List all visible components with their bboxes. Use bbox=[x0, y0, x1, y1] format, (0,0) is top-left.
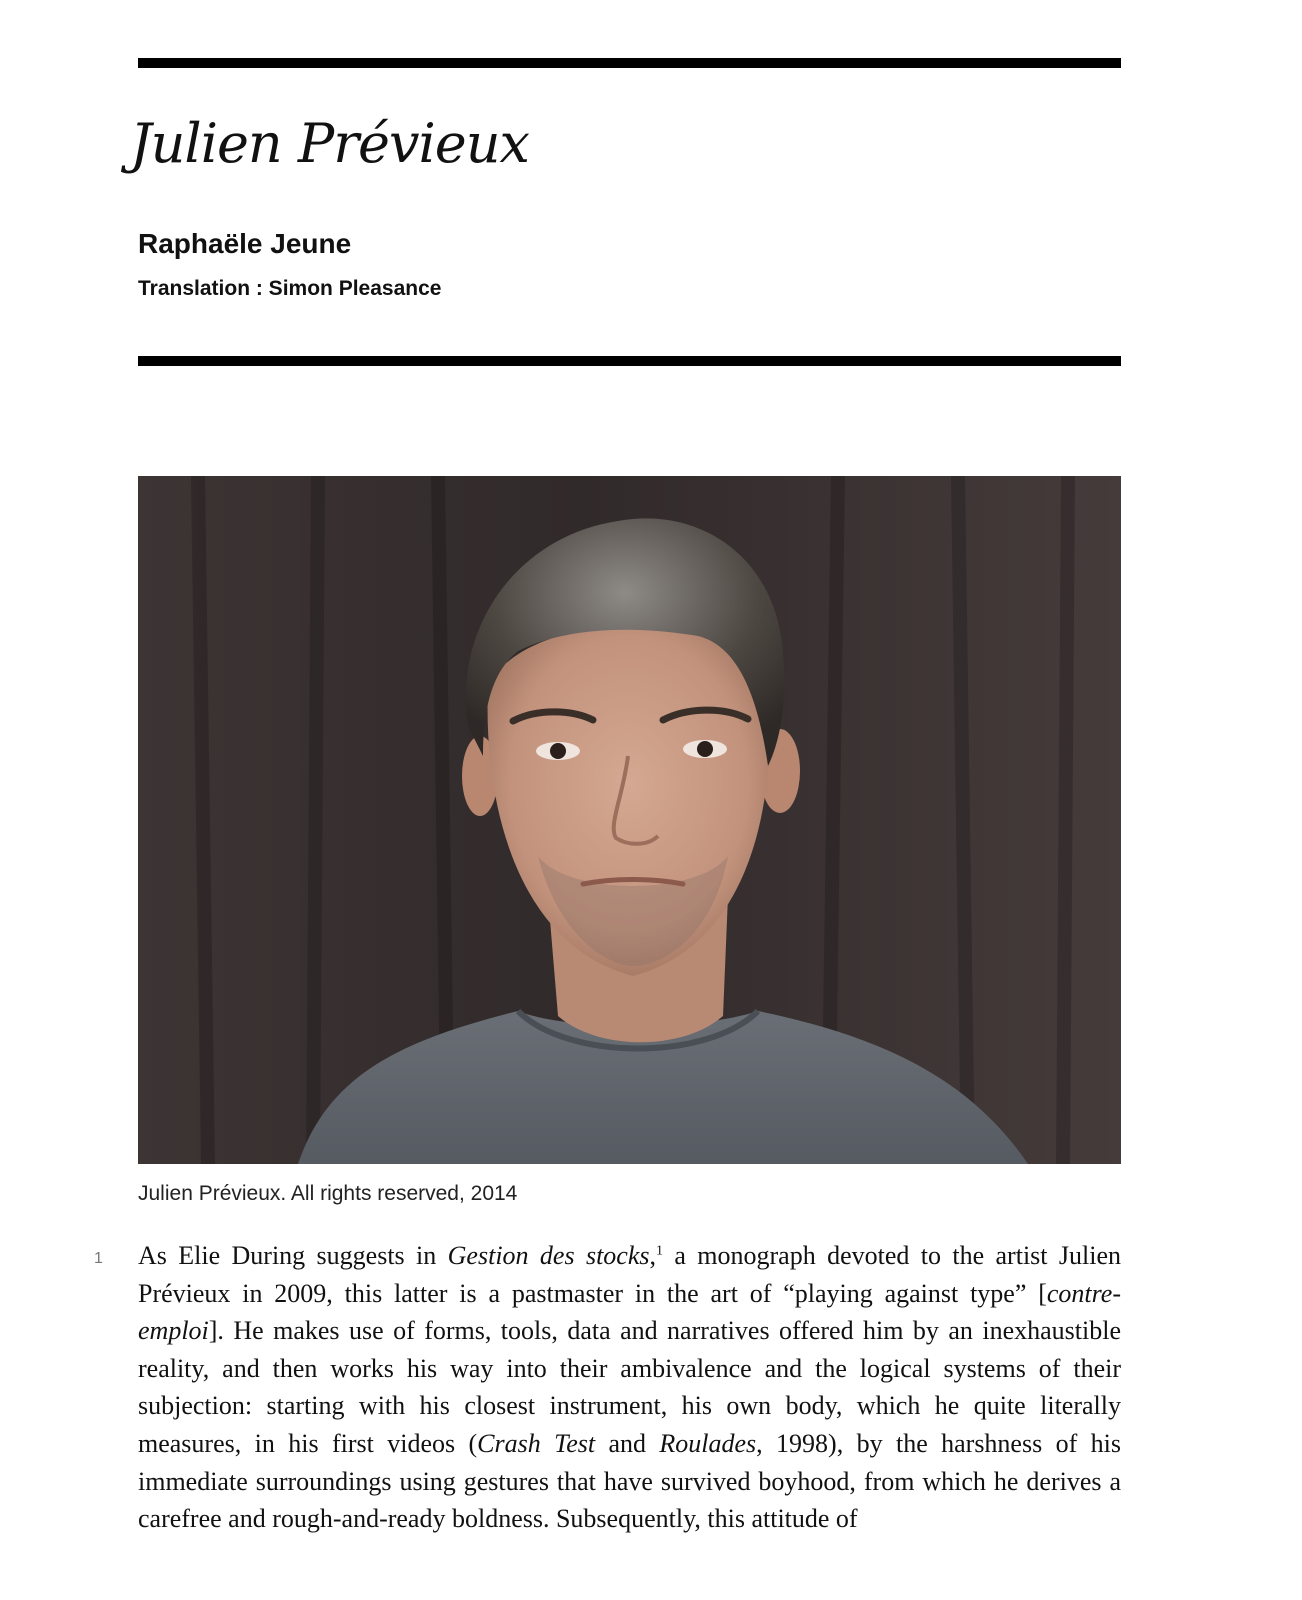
article-author: Raphaële Jeune bbox=[138, 228, 352, 259]
italic-term: contre-emploi bbox=[138, 1278, 1121, 1346]
portrait-figure bbox=[138, 476, 1121, 1164]
paragraph-number: 1 bbox=[94, 1250, 103, 1267]
portrait-photo bbox=[138, 476, 1121, 1164]
paragraph-text: a monograph devoted to the artist Julien Prévieux in 2009, this latter is a pastmaster in the art of “playing against type” [ bbox=[138, 1241, 1121, 1308]
top-rule bbox=[138, 58, 1121, 68]
paragraph-text: , bbox=[649, 1241, 656, 1270]
work-title: Gestion des stocks bbox=[447, 1241, 650, 1270]
body-paragraph bbox=[138, 1237, 1121, 1538]
paragraph-text: , 1998), by the harshness of his immediate surroundings using gestures that have survived boyhood, from which he derives a carefree and rough-and-ready boldness. Subsequently, this attitude of bbox=[138, 1428, 1121, 1534]
article-title: Julien Prévieux bbox=[130, 112, 529, 175]
work-title: Roulades bbox=[659, 1428, 757, 1458]
figure-caption: Julien Prévieux. All rights reserved, 2014 bbox=[138, 1182, 518, 1205]
bottom-rule bbox=[138, 356, 1121, 366]
paragraph-text: As Elie During suggests in bbox=[138, 1241, 448, 1270]
paragraph-text: and bbox=[595, 1428, 660, 1458]
work-title: Crash Test bbox=[477, 1428, 596, 1458]
paragraph-text: ]. He makes use of forms, tools, data and narratives offered him by an inexhaustible reality, and then works his way into their ambivalence and the logical systems of their subjection: starting with his closest instrument, his own body, which he quite literally measures, in his first videos ( bbox=[138, 1316, 1121, 1458]
translation-credit: Translation : Simon Pleasance bbox=[138, 277, 442, 300]
footnote-ref-1[interactable]: 1 bbox=[656, 1243, 663, 1259]
